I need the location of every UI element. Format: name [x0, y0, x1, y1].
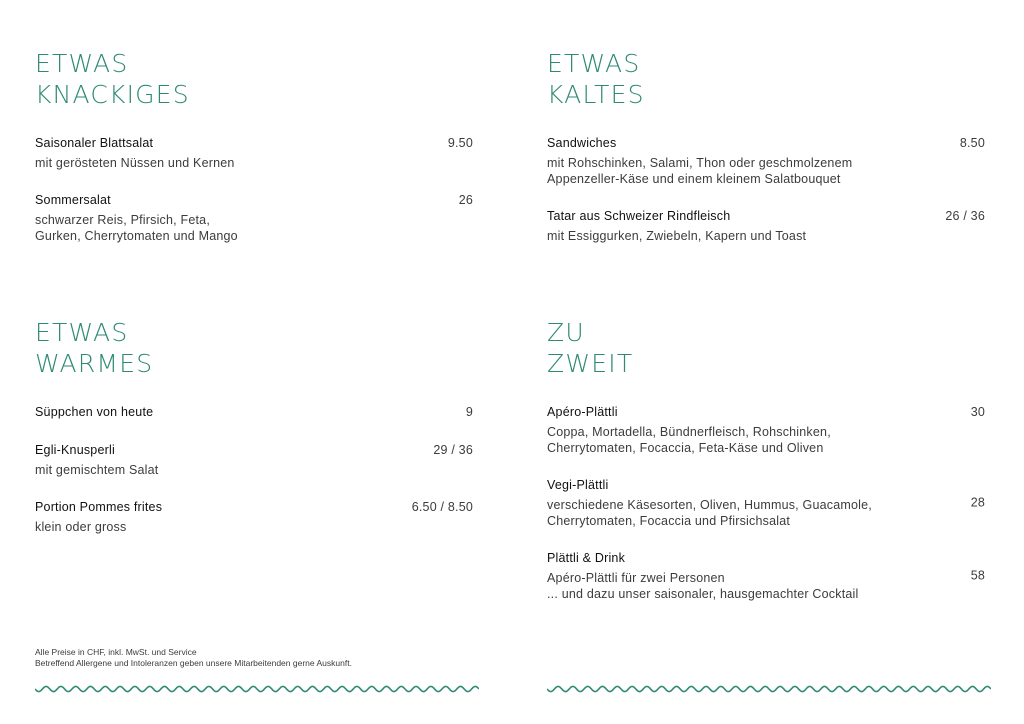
item-description-line: schwarzer Reis, Pfirsich, Feta, [35, 213, 210, 227]
item-description-line: mit Essiggurken, Zwiebeln, Kapern und Toast [547, 229, 807, 243]
item-price: 30 [970, 405, 985, 419]
menu-item-sommersalat [35, 192, 473, 244]
wave-divider-left [35, 684, 479, 694]
item-description-line: mit gemischtem Salat [35, 463, 159, 477]
menu-item-plaettli-drink [547, 550, 985, 602]
item-description-line: Appenzeller-Käse und einem kleinem Salatbouquet [547, 172, 841, 186]
menu-item-tatar [547, 208, 985, 244]
menu-items [35, 135, 473, 244]
section-title-line-2: ZWEIT [547, 349, 634, 378]
menu-items [35, 404, 473, 535]
section-title-line-1: ETWAS [35, 318, 129, 347]
section-etwas-knackiges [35, 48, 473, 265]
section-title [35, 48, 473, 110]
item-description [547, 497, 985, 529]
item-description-line: mit Rohschinken, Salami, Thon oder geschmolzenem [547, 156, 853, 170]
item-price: 9 [465, 405, 473, 419]
item-name: Saisonaler Blattsalat [35, 136, 154, 150]
item-description-line: Cherrytomaten, Focaccia, Feta-Käse und Oliven [547, 441, 824, 455]
section-title-line-2: WARMES [35, 349, 154, 378]
allergen-note-line: Betreffend Allergene und Intoleranzen geben unsere Mitarbeitenden gerne Auskunft. [35, 658, 352, 668]
item-description [547, 424, 985, 456]
wave-line [547, 686, 991, 691]
item-price: 28 [970, 495, 985, 510]
section-zu-zweit [547, 317, 985, 623]
price-note-line: Alle Preise in CHF, inkl. MwSt. und Service [35, 647, 197, 657]
section-etwas-kaltes [547, 48, 985, 265]
menu-items [547, 404, 985, 602]
section-title-line-2: KALTES [547, 80, 645, 109]
item-description-line: Apéro-Plättli für zwei Personen [547, 571, 725, 585]
menu-item-pommes-frites [35, 499, 473, 535]
item-description-line: ... und dazu unser saisonaler, hausgemachter Cocktail [547, 587, 859, 601]
item-name: Vegi-Plättli [547, 478, 609, 492]
section-title-line-1: ZU [547, 318, 585, 347]
item-name: Portion Pommes frites [35, 500, 163, 514]
section-title-line-1: ETWAS [547, 49, 641, 78]
item-price: 58 [970, 568, 985, 583]
item-description [35, 155, 473, 171]
item-name: Sommersalat [35, 193, 111, 207]
menu-item-vegi-plaettli [547, 477, 985, 529]
item-name: Plättli & Drink [547, 551, 626, 565]
item-description [35, 462, 473, 478]
menu-item-egli-knusperli [35, 442, 473, 478]
wave-line [35, 686, 479, 691]
menu-item-sueppchen [35, 404, 473, 421]
item-name: Tatar aus Schweizer Rindfleisch [547, 209, 731, 223]
item-description [547, 228, 985, 244]
item-description [35, 212, 473, 244]
menu-items [547, 135, 985, 244]
item-description [547, 570, 985, 602]
section-title [35, 317, 473, 379]
item-price: 26 / 36 [945, 209, 985, 223]
price-note [35, 647, 352, 669]
menu-item-apero-plaettli [547, 404, 985, 456]
item-name: Sandwiches [547, 136, 617, 150]
item-description [35, 519, 473, 535]
item-description-line: Coppa, Mortadella, Bündnerfleisch, Rohschinken, [547, 425, 831, 439]
item-name: Süppchen von heute [35, 405, 154, 419]
item-description-line: verschiedene Käsesorten, Oliven, Hummus, Guacamole, [547, 498, 872, 512]
section-etwas-warmes [35, 317, 473, 556]
wave-divider-right [547, 684, 991, 694]
section-title [547, 317, 985, 379]
item-description-line: Gurken, Cherrytomaten und Mango [35, 229, 238, 243]
item-description-line: klein oder gross [35, 520, 127, 534]
item-price: 8.50 [959, 136, 985, 150]
item-price: 9.50 [447, 136, 473, 150]
item-name: Egli-Knusperli [35, 443, 115, 457]
item-description-line: mit gerösteten Nüssen und Kernen [35, 156, 235, 170]
section-title [547, 48, 985, 110]
menu-item-sandwiches [547, 135, 985, 187]
section-title-line-2: KNACKIGES [35, 80, 190, 109]
item-price: 29 / 36 [433, 443, 473, 457]
item-price: 26 [458, 193, 473, 207]
item-name: Apéro-Plättli [547, 405, 618, 419]
item-description-line: Cherrytomaten, Focaccia und Pfirsichsalat [547, 514, 791, 528]
menu-item-saisonaler-blattsalat [35, 135, 473, 171]
item-price: 6.50 / 8.50 [411, 500, 473, 514]
item-description [547, 155, 985, 187]
section-title-line-1: ETWAS [35, 49, 129, 78]
